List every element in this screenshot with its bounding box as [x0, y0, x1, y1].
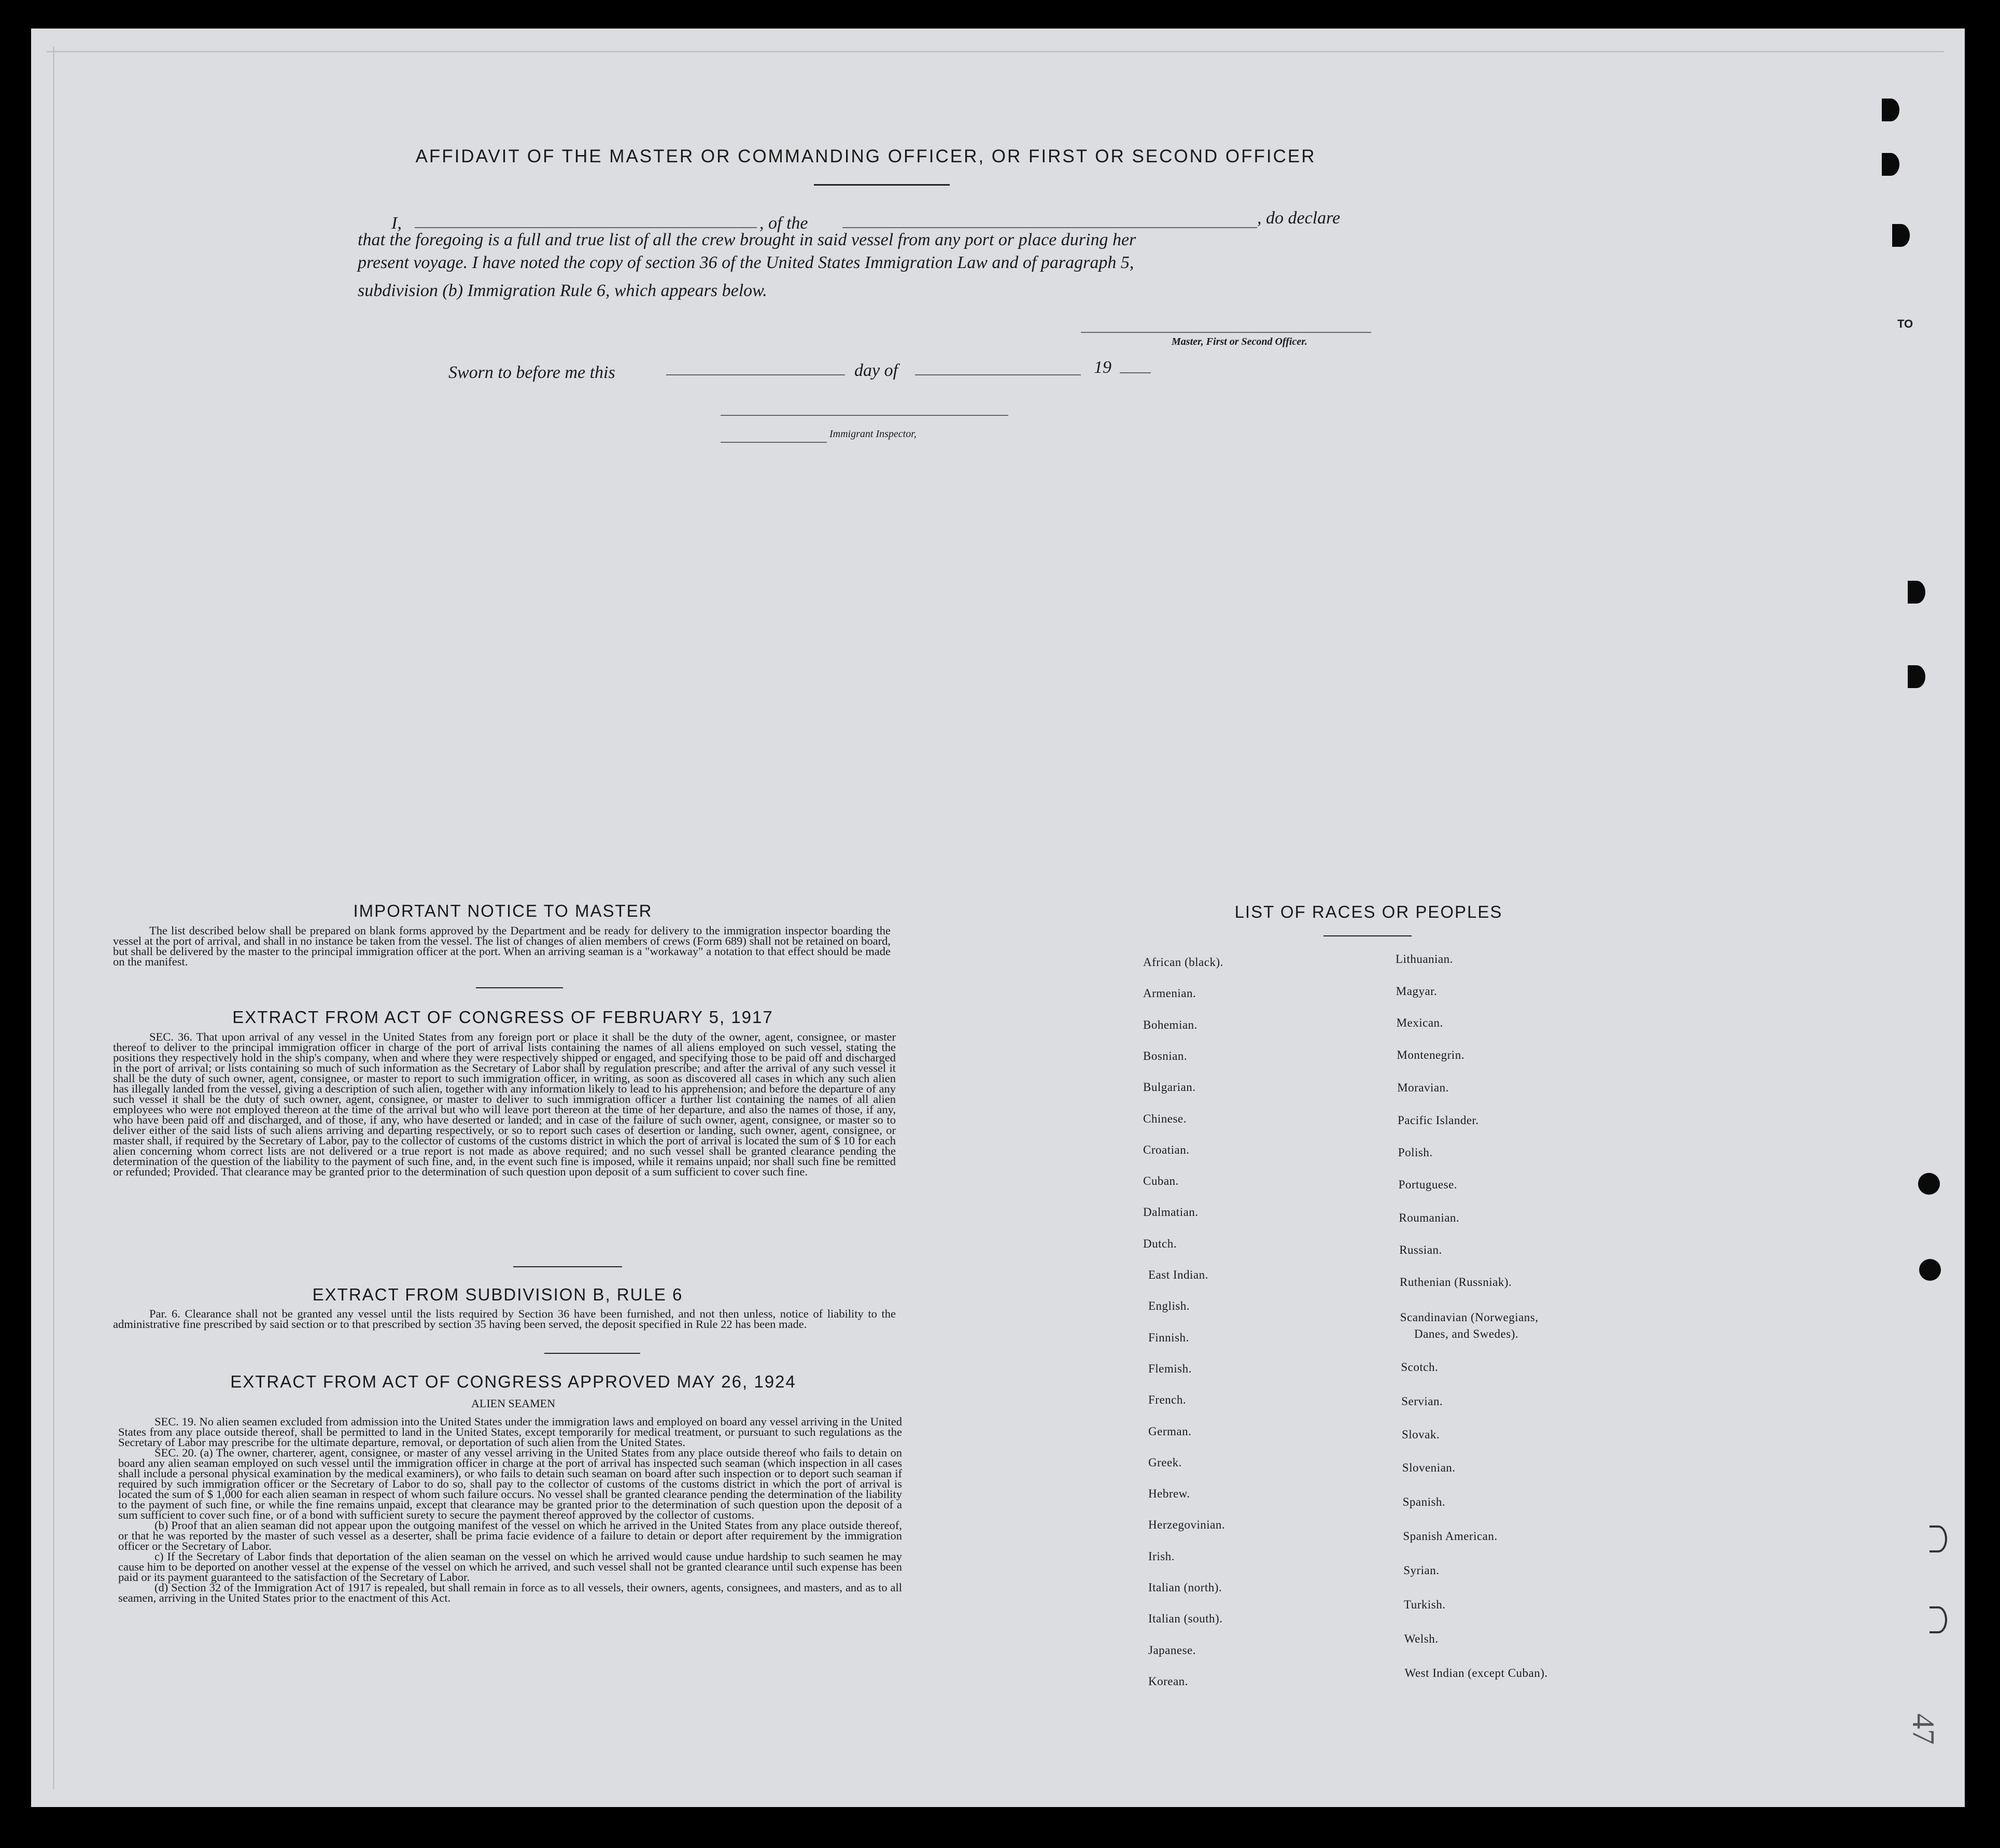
- race-item: Hebrew.: [1148, 1487, 1190, 1501]
- alien-seamen-subtitle: ALIEN SEAMEN: [471, 1397, 555, 1410]
- race-item: Moravian.: [1397, 1081, 1449, 1094]
- race-item: Spanish American.: [1403, 1530, 1498, 1543]
- race-item: Lithuanian.: [1396, 953, 1453, 965]
- race-item: Slovenian.: [1402, 1461, 1456, 1474]
- day-of-text: day of: [854, 361, 898, 380]
- notice-title: IMPORTANT NOTICE TO MASTER: [353, 901, 653, 920]
- race-item: Polish.: [1398, 1146, 1433, 1159]
- race-item: Italian (south).: [1148, 1612, 1223, 1626]
- binder-hole: [1882, 153, 1899, 176]
- binder-hole: [1908, 665, 1925, 688]
- race-item: African (black).: [1143, 956, 1223, 969]
- race-item: Bosnian.: [1143, 1049, 1188, 1062]
- race-item: Cuban.: [1143, 1174, 1179, 1188]
- section-divider: [544, 1353, 640, 1354]
- race-item: Dalmatian.: [1143, 1206, 1199, 1219]
- name-blank[interactable]: [415, 227, 757, 228]
- race-item: Spanish.: [1402, 1495, 1446, 1508]
- notice-body: [113, 926, 891, 967]
- race-item: German.: [1148, 1424, 1192, 1438]
- signature-blank[interactable]: [1081, 332, 1371, 333]
- race-item: Italian (north).: [1148, 1581, 1222, 1594]
- race-item: Greek.: [1148, 1455, 1182, 1469]
- affidavit-of-the: , of the: [759, 214, 808, 233]
- race-item: French.: [1148, 1393, 1187, 1407]
- race-item: Korean.: [1148, 1674, 1188, 1688]
- race-item: Flemish.: [1148, 1362, 1192, 1375]
- race-item: East Indian.: [1148, 1268, 1208, 1281]
- race-item: Pacific Islander.: [1398, 1114, 1479, 1127]
- race-item: Irish.: [1148, 1549, 1175, 1563]
- binder-hole: [1908, 581, 1925, 604]
- year-prefix: 19: [1094, 358, 1111, 377]
- race-item: Portuguese.: [1398, 1178, 1458, 1191]
- inspector-blank-short[interactable]: [721, 442, 827, 443]
- race-item: Finnish.: [1148, 1331, 1189, 1344]
- inspector-label: Immigrant Inspector,: [829, 428, 917, 440]
- binder-hole-outline: [1929, 1525, 1947, 1552]
- race-item: Herzegovinian.: [1148, 1518, 1226, 1532]
- extract-1917-title: EXTRACT FROM ACT OF CONGRESS OF FEBRUARY 5, 1917: [232, 1007, 773, 1027]
- section-19-paragraph: SEC. 19. No alien seamen excluded from admission into the United States under the immigration laws and employed on board any vessel arriving in the United States from any place outside thereof, shall be permitted to land in the United States, except temporarily for medical treatment, or pursuant to such regulations as the Secretary of Labor may prescribe for the ultimate departure, removal, or deportation of such alien from the United States.: [118, 1415, 902, 1449]
- race-item: Scandinavian (Norwegians,: [1400, 1311, 1539, 1324]
- race-item: Danes, and Swedes).: [1414, 1327, 1519, 1340]
- race-item: Chinese.: [1143, 1112, 1187, 1125]
- race-item: Roumanian.: [1399, 1211, 1460, 1224]
- binder-hole: [1882, 99, 1899, 121]
- section-20d-paragraph: (d) Section 32 of the Immigration Act of 1917 is repealed, but shall remain in force as to all vessels, their owners, agents, consignees, and masters, and as to all seamen, arriving in the United States prior to the enactment of this Act.: [118, 1581, 902, 1604]
- notice-paragraph: The list described below shall be prepared on blank forms approved by the Department and be ready for delivery to the immigration inspector boarding the vessel at the port of arrival, and shall in no instance be taken from the vessel. The list of changes of alien members of crews (Form 689) shall not be retained on board, but shall be delivered by the master to the principal immigration officer at the port. When an arriving seaman is a "workaway" a notation to that effect should be made on the manifest.: [113, 924, 891, 968]
- month-blank[interactable]: [915, 374, 1081, 375]
- affidavit-declare: , do declare: [1257, 208, 1341, 228]
- race-item: West Indian (except Cuban).: [1404, 1667, 1548, 1679]
- race-item: Bohemian.: [1143, 1018, 1198, 1031]
- title-underline: [814, 184, 950, 186]
- paragraph-6: Par. 6. Clearance shall not be granted any vessel until the lists required by Section 36 have been furnished, and not then unless, notice of liability to the administrative fine prescribed by said section or to that prescribed by section 35 having been served, the deposit specified in Rule 22 has been made.: [113, 1307, 896, 1331]
- race-item: Slovak.: [1402, 1428, 1440, 1441]
- affidavit-title: AFFIDAVIT OF THE MASTER OR COMMANDING OFFICER, OR FIRST OR SECOND OFFICER: [415, 146, 1316, 166]
- subdivision-b-body: [113, 1309, 896, 1329]
- race-item: Ruthenian (Russniak).: [1400, 1276, 1512, 1289]
- races-underline: [1323, 935, 1412, 936]
- race-item: Bulgarian.: [1143, 1081, 1196, 1094]
- binder-hole: [1919, 1259, 1941, 1281]
- subdivision-b-title: EXTRACT FROM SUBDIVISION B, RULE 6: [312, 1285, 683, 1304]
- affidavit-line-3: present voyage. I have noted the copy of section 36 of the United States Immigration Law and of paragraph 5,: [358, 253, 1134, 272]
- binder-hole: [1918, 1173, 1940, 1195]
- race-item: Armenian.: [1143, 987, 1196, 1000]
- extract-1924-body: [118, 1417, 902, 1603]
- page-edge-top: [47, 41, 1944, 52]
- affidavit-line-4: subdivision (b) Immigration Rule 6, which appears below.: [358, 281, 767, 300]
- day-blank[interactable]: [666, 374, 845, 375]
- race-item: Scotch.: [1401, 1361, 1439, 1374]
- inspector-signature-blank[interactable]: [721, 415, 1008, 416]
- race-item: Syrian.: [1403, 1564, 1440, 1577]
- extract-1924-title: EXTRACT FROM ACT OF CONGRESS APPROVED MAY 26, 1924: [230, 1372, 796, 1391]
- margin-tab-label: TO: [1897, 317, 1913, 330]
- race-item: Croatian.: [1143, 1143, 1190, 1156]
- section-20a-paragraph: SEC. 20. (a) The owner, charterer, agent, consignee, or master of any vessel arriving in the United States from any place outside thereof who fails to detain on board any alien seaman employed on such vessel until the immigration officer in charge at the port of arrival has inspected such seaman (which inspection in all cases shall include a personal physical examination by the medical examiners), or who fails to detain such seaman on board after such inspection or to deport such seaman if required by such immigration officer or the Secretary of Labor to do so, shall pay to the collector of customs of the customs district in which the port of arrival is located the sum of $ 1,000 for each alien seaman in respect of whom such failure occurs. No vessel shall be granted clearance pending the determination of the liability to the payment of such fine, or while the fine remains unpaid, except that clearance may be granted prior to the determination of such question upon the deposit of a sum sufficient to cover such fine, or of a bond with sufficient surety to secure the payment thereof approved by the collector of customs.: [118, 1446, 902, 1521]
- section-divider: [476, 987, 563, 988]
- race-item: Montenegrin.: [1397, 1048, 1464, 1061]
- binder-hole: [1892, 224, 1910, 247]
- section-20c-paragraph: c) If the Secretary of Labor finds that deportation of the alien seaman on the vessel on which he arrived would cause undue hardship to such seamen he may cause him to be deported on another vessel at the expense of the vessel on which he arrived, and such vessel shall not be granted clearance until such expense has been paid or its payment guaranteed to the satisfaction of the Secretary of Labor.: [118, 1550, 902, 1584]
- binder-hole-outline: [1929, 1606, 1947, 1633]
- section-36-paragraph: SEC. 36. That upon arrival of any vessel in the United States from any foreign port or place it shall be the duty of the owner, agent, consignee, or master thereof to deliver to the principal immigration officer in charge of the port of arrival lists containing the names of all aliens employed on such vessel, stating the positions they respectively hold in the ship's company, when and where they were respectively shipped or engaged, and specifying those to be paid off and discharged in the port of arrival; or lists containing so much of such information as the Secretary of Labor shall by regulation prescribe; and after the arrival of any such vessel it shall be the duty of such owner, agent, consignee, or master to report to such immigration officer, in writing, as soon as discovered all cases in which any such alien has illegally landed from the vessel, giving a description of such alien, together with any information likely to lead to his apprehension; and before the departure of any such vessel it shall be the duty of such owner, agent, consignee, or master to deliver to such immigration officer a further list containing the names of all alien employees who were not employed thereon at the time of the arrival but who will leave port thereon at the time of her departure, and also the names of those, if any, who have been paid off and discharged, and of those, if any, who have deserted or landed; and in case of the failure of such owner, agent, consignee, or master so to deliver either of the said lists of such aliens arriving and departing respectively, or so to report such cases of desertion or landing, such owner, agent, consignee, or master shall, if required by the Secretary of Labor, pay to the collector of customs of the customs district in which the port of arrival is located the sum of $ 10 for each alien concerning whom correct lists are not delivered or a true report is not made as above required; and no such vessel shall be granted clearance pending the determination of the question of the liability to the payment of such fine, and, in the event such fine is imposed, while it remains unpaid; nor shall such fine be remitted or refunded; Provided. That clearance may be granted prior to the determination of such question upon deposit of a sum sufficient to cover such fine.: [113, 1030, 896, 1178]
- page-edge-left: [32, 47, 54, 1789]
- year-blank[interactable]: [1120, 372, 1151, 373]
- race-item: English.: [1148, 1299, 1190, 1313]
- signature-label: Master, First or Second Officer.: [1172, 336, 1307, 347]
- extract-1917-body: [113, 1032, 896, 1177]
- race-item: Japanese.: [1148, 1643, 1196, 1657]
- race-item: Russian.: [1399, 1243, 1442, 1256]
- affidavit-line-2: that the foregoing is a full and true list of all the crew brought in said vessel from any port or place during her: [358, 230, 1136, 249]
- page-number: 47: [1906, 1713, 1941, 1745]
- race-item: Dutch.: [1143, 1237, 1177, 1250]
- races-title: LIST OF RACES OR PEOPLES: [1234, 902, 1503, 921]
- race-item: Welsh.: [1404, 1632, 1439, 1645]
- race-item: Magyar.: [1396, 985, 1438, 998]
- section-20b-paragraph: (b) Proof that an alien seaman did not appear upon the outgoing manifest of the vessel on which he arrived in the United States from any place outside thereof, or that he was reported by the master of such vessel as a deserter, shall be prima facie evidence of a failure to detain or deport after requirement by the immigration officer or the Secretary of Labor.: [118, 1519, 902, 1552]
- sworn-text: Sworn to before me this: [448, 363, 615, 382]
- vessel-blank[interactable]: [842, 227, 1257, 228]
- affidavit-i: I,: [391, 214, 402, 233]
- section-divider: [513, 1266, 622, 1267]
- race-item: Servian.: [1401, 1395, 1443, 1408]
- race-item: Mexican.: [1396, 1016, 1443, 1029]
- race-item: Turkish.: [1404, 1598, 1446, 1611]
